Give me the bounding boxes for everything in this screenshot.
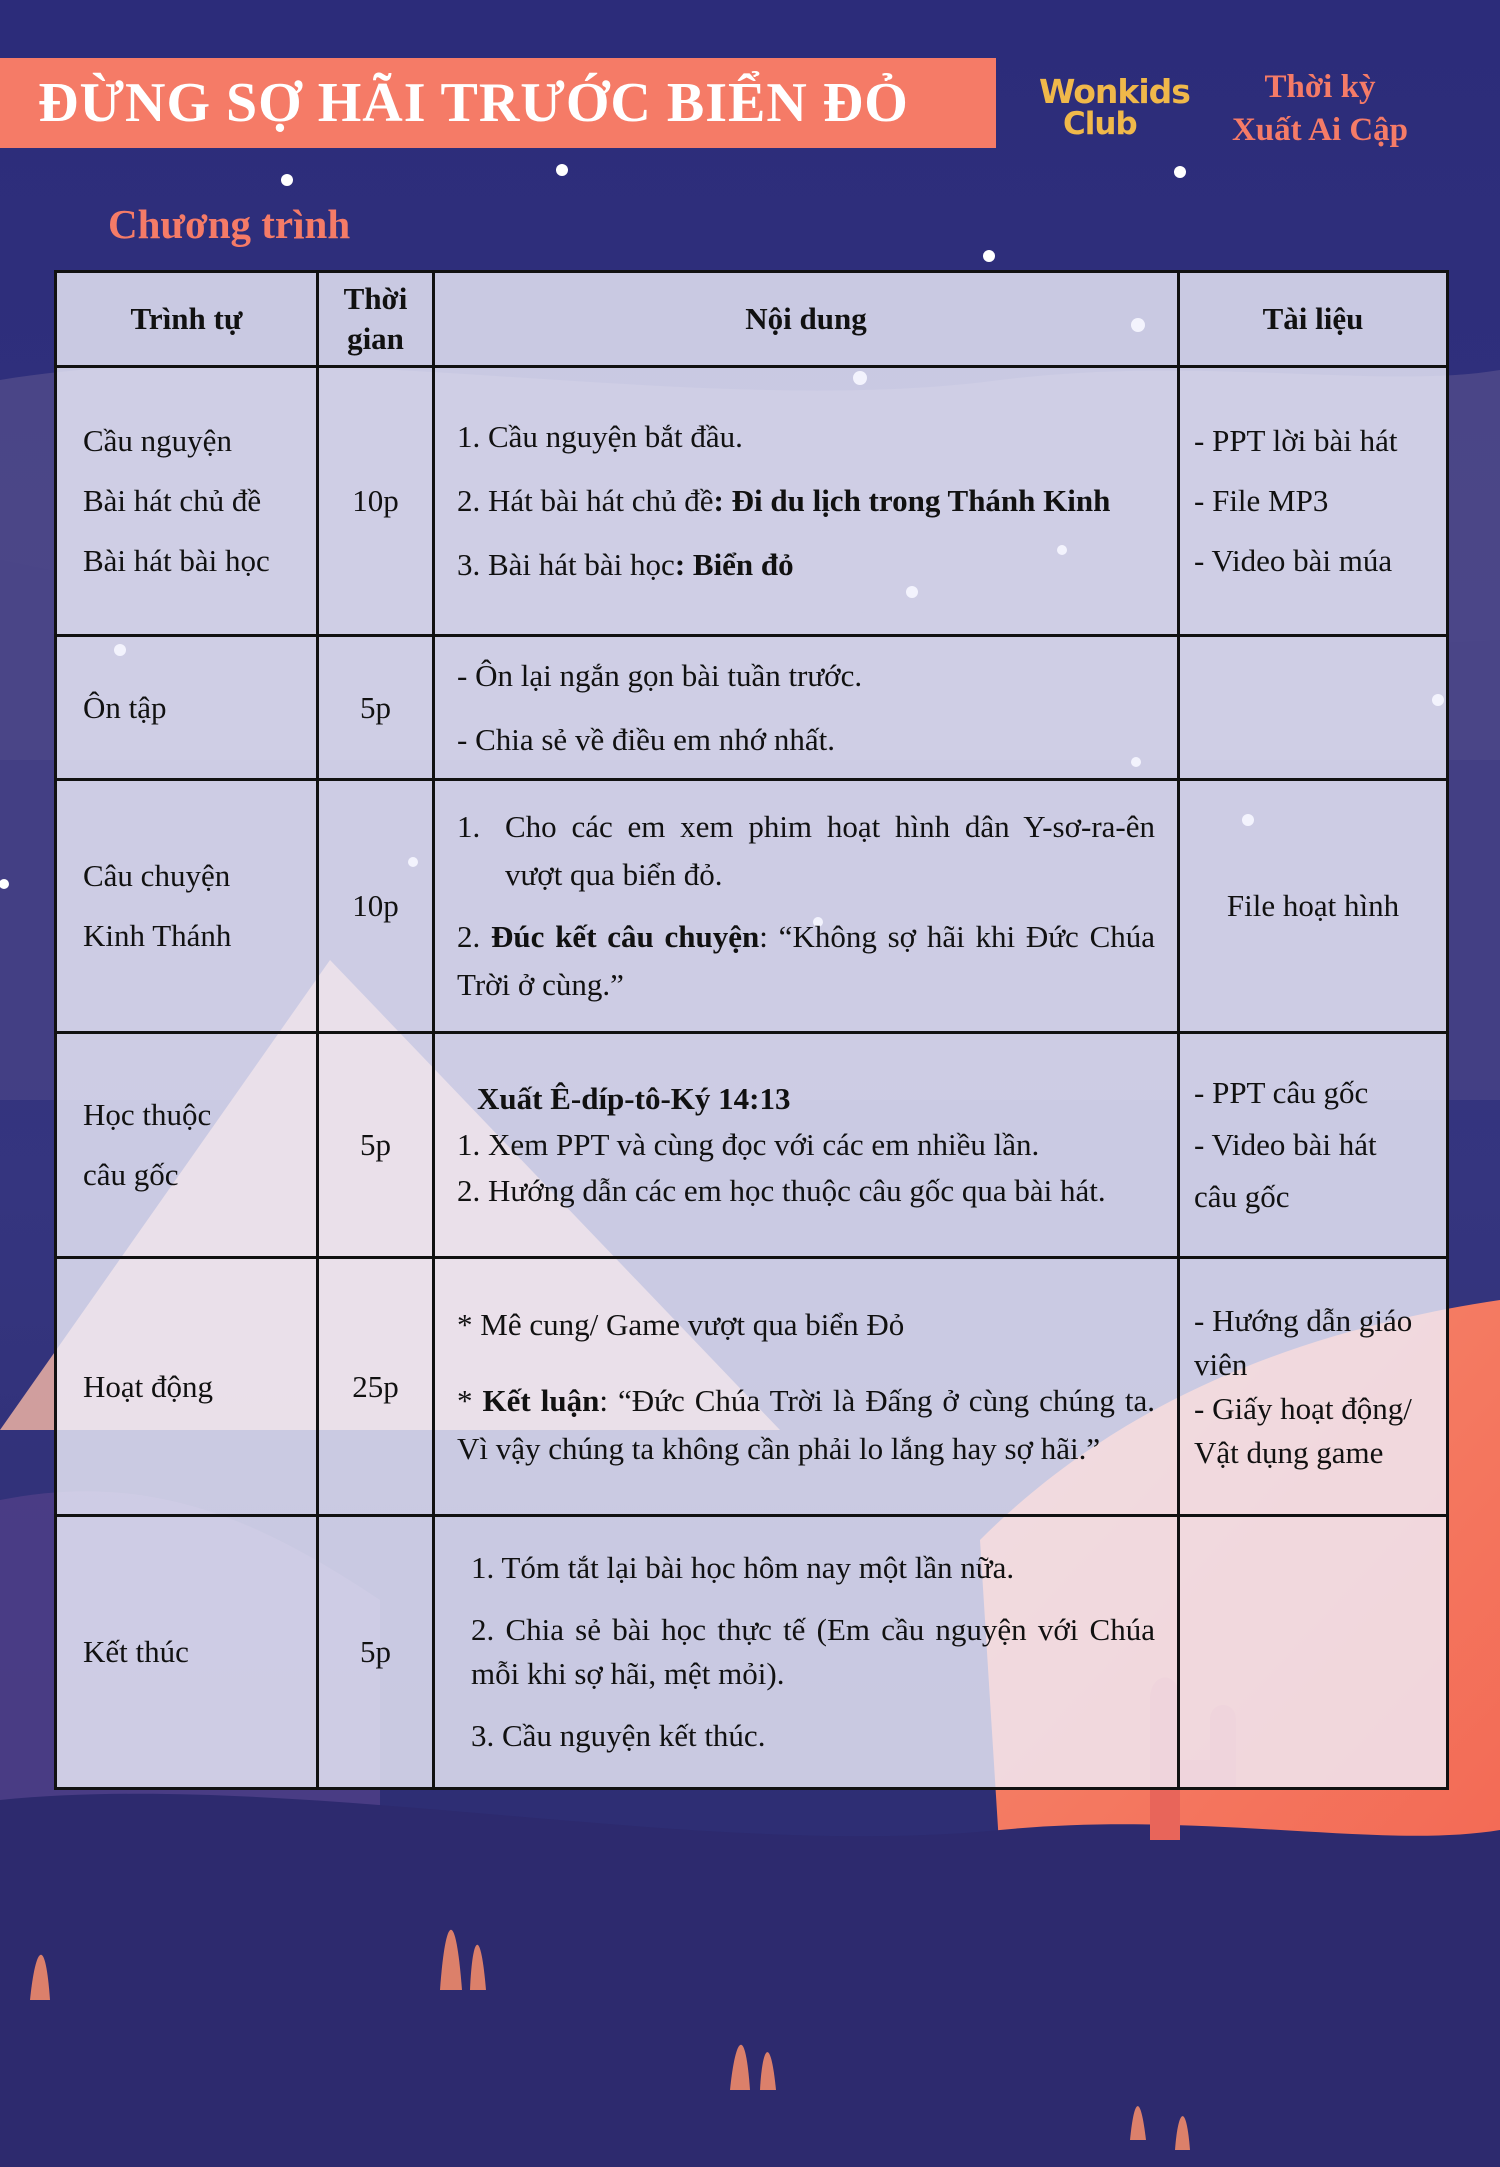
step-line: Câu chuyện [83, 858, 231, 893]
theme-song-title: : Đi du lịch trong Thánh Kinh [713, 483, 1111, 518]
lesson-song-title: : Biển đỏ [674, 547, 794, 582]
period-label [1210, 66, 1430, 152]
cell-step [56, 367, 318, 636]
material-item: - PPT câu gốc [1194, 1075, 1369, 1110]
story-summary-text: : “Không sợ hãi khi Đức Chúa Trời ở cùng.” [457, 919, 1156, 1002]
step-line: Kinh Thánh [83, 918, 232, 953]
content-line [457, 913, 1155, 1009]
material-item: câu gốc [1194, 1179, 1290, 1214]
col-header-time-line2: gian [347, 321, 404, 356]
table-row [56, 1516, 1448, 1789]
step-line: Học thuộc [83, 1097, 212, 1132]
table-row [56, 780, 1448, 1033]
content-line [457, 1377, 1155, 1473]
content-line: * Mê cung/ Game vượt qua biển Đỏ [457, 1306, 905, 1342]
logo-text-line2: Club [1063, 106, 1137, 142]
period-line1: Thời kỳ [1264, 69, 1376, 105]
cell-materials [1179, 636, 1448, 780]
step-line: câu gốc [83, 1157, 179, 1192]
content-line [457, 469, 1155, 533]
cell-time: 10p [318, 780, 434, 1033]
cell-materials [1179, 1258, 1448, 1516]
cell-content [434, 1033, 1179, 1258]
col-header-time [318, 272, 434, 367]
cell-materials [1179, 1516, 1448, 1789]
col-header-content: Nội dung [434, 272, 1179, 367]
content-text: * [457, 1382, 483, 1418]
content-line: - Chia sẻ về điều em nhớ nhất. [457, 721, 835, 757]
content-line: - Ôn lại ngắn gọn bài tuần trước. [457, 657, 863, 693]
cell-materials [1179, 1033, 1448, 1258]
schedule-table [54, 270, 1449, 1790]
cell-time: 5p [318, 1033, 434, 1258]
table-row [56, 367, 1448, 636]
col-header-materials: Tài liệu [1179, 272, 1448, 367]
title-banner [0, 58, 996, 148]
col-header-step: Trình tự [56, 272, 318, 367]
cell-content [434, 1516, 1179, 1789]
col-header-time-line1: Thời [343, 281, 408, 316]
cell-step [56, 1258, 318, 1516]
step-line: Kết thúc [83, 1634, 189, 1669]
memory-verse-reference: Xuất Ê-díp-tô-Ký 14:13 [477, 1081, 791, 1116]
cell-time: 25p [318, 1258, 434, 1516]
conclusion-label: Kết luận [482, 1382, 600, 1418]
content-line [457, 533, 1155, 597]
step-line: Ôn tập [83, 689, 167, 725]
material-item: - Video bài hát [1194, 1127, 1377, 1162]
material-item: - Giấy hoạt động/ Vật dụng game [1194, 1390, 1412, 1470]
cell-content [434, 780, 1179, 1033]
cell-step [56, 636, 318, 780]
material-item: - Hướng dẫn giáo viên [1194, 1302, 1413, 1382]
content-text: 2. [457, 919, 492, 954]
material-item: - File MP3 [1194, 483, 1329, 518]
foreground-ground [0, 1794, 1500, 2167]
content-line: 2. Chia sẻ bài học thực tế (Em cầu nguyện với Chúa mỗi khi sợ hãi, mệt mỏi). [471, 1612, 1155, 1691]
cell-content [434, 636, 1179, 780]
list-number: 1. [457, 809, 481, 844]
table-row [56, 1033, 1448, 1258]
content-text: Cho các em xem phim hoạt hình dân Y-sơ-ra-ên vượt qua biển đỏ. [505, 809, 1155, 892]
content-line: 1. Xem PPT và cùng đọc với các em nhiều lần. [457, 1127, 1040, 1162]
section-title: Chương trình [108, 201, 351, 247]
content-line [457, 803, 1155, 899]
cell-materials [1179, 367, 1448, 636]
content-text: 3 [457, 547, 473, 582]
conclusion-text: : “Đức Chúa Trời là Đấng ở cùng chúng ta. Vì vậy chúng ta không cần phải lo lắng hay sợ hãi.” [457, 1382, 1156, 1466]
material-item: - PPT lời bài hát [1194, 423, 1398, 458]
period-line2: Xuất Ai Cập [1231, 112, 1409, 148]
material-item: File hoạt hình [1226, 888, 1400, 923]
cell-time: 5p [318, 636, 434, 780]
content-line: 1. Tóm tắt lại bài học hôm nay một lần nữa. [471, 1550, 1015, 1585]
cell-step [56, 780, 318, 1033]
cell-step [56, 1033, 318, 1258]
content-text-bold: . Bài hát bài học [472, 547, 675, 582]
step-line: Cầu nguyện [83, 423, 232, 458]
cell-time: 5p [318, 1516, 434, 1789]
step-line: Hoạt động [83, 1368, 214, 1404]
table-row [56, 636, 1448, 780]
content-text: 2. Hát bài hát chủ đề [457, 483, 714, 518]
table-row [56, 1258, 1448, 1516]
content-line: 2. Hướng dẫn các em học thuộc câu gốc qua bài hát. [457, 1173, 1106, 1208]
step-line: Bài hát bài học [83, 543, 270, 578]
table-header-row [56, 272, 1448, 367]
document-title: ĐỪNG SỢ HÃI TRƯỚC BIỂN ĐỎ [38, 72, 909, 134]
cell-content [434, 1258, 1179, 1516]
cell-step [56, 1516, 318, 1789]
cell-content [434, 367, 1179, 636]
step-line: Bài hát chủ đề [83, 483, 262, 518]
content-line: 3. Cầu nguyện kết thúc. [471, 1718, 766, 1753]
logo-text-line1: Wonkids [1039, 72, 1190, 111]
content-line: 1. Cầu nguyện bắt đầu. [457, 419, 743, 454]
wonkids-club-logo [1035, 70, 1190, 150]
cell-time: 10p [318, 367, 434, 636]
story-summary-label: Đúc kết câu chuyện [491, 919, 760, 954]
material-item: - Video bài múa [1194, 543, 1393, 578]
cell-materials [1179, 780, 1448, 1033]
